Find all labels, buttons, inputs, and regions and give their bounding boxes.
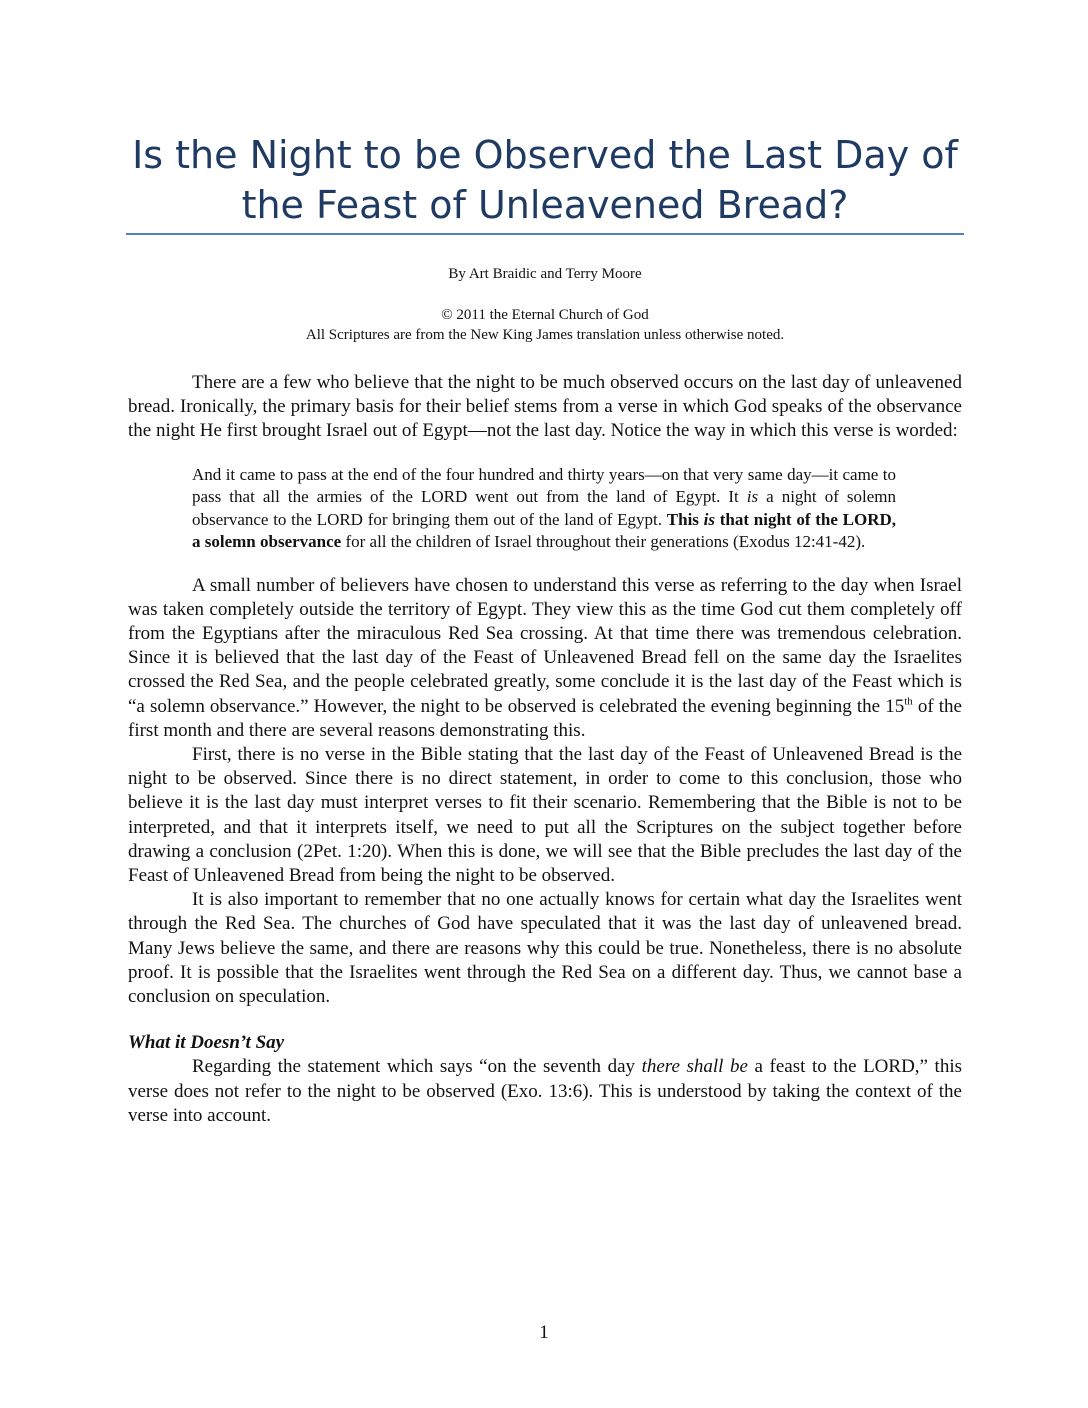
ordinal-superscript: th bbox=[904, 695, 913, 708]
paragraph-first-no-verse: First, there is no verse in the Bible stating that the last day of the Feast of Unleavened Bread is the night to be observed. Since there is no direct statement, in order to come to this conclusion, those who believe it is the last day must interpret verses to fit their scenario. Remembering that the Bible is not to be interpreted, and that it interprets itself, we need to put all the Scriptures on the subject together before drawing a conclusion (2Pet. 1:20). When this is done, we will see that the Bible precludes the last day of the Feast of Unleavened Bread from being the night to be observed. bbox=[128, 744, 962, 887]
paragraph-text: Regarding the statement which says “on the seventh day bbox=[192, 1056, 642, 1078]
copyright-block bbox=[128, 305, 962, 345]
body-text bbox=[128, 371, 962, 1128]
title-underline bbox=[126, 233, 964, 235]
paragraph-text: of the first month and there are several reasons demonstrating this. bbox=[128, 695, 962, 741]
copyright-line: © 2011 the Eternal Church of God bbox=[441, 307, 649, 323]
quote-italic: is bbox=[746, 487, 759, 507]
paragraph-seventh-day bbox=[128, 1055, 962, 1128]
section-heading: What it Doesn’t Say bbox=[128, 1032, 285, 1054]
paragraph-red-sea: It is also important to remember that no one actually knows for certain what day the Israelites went through the Red Sea. The churches of God have speculated that it was the last day of unleavened bread. Many Jews believe the same, and there are reasons why this could be true. Nonetheless, there is no absolute proof. It is possible that the Israelites went through the Red Sea on a different day. Thus, we cannot base a conclusion on speculation. bbox=[128, 889, 962, 1008]
quote-text: for all the children of Israel throughout their generations (Exodus 12:41-42). bbox=[341, 532, 866, 552]
page-number: 1 bbox=[539, 1322, 549, 1343]
paragraph-text: A small number of believers have chosen to understand this verse as referring to the day when Israel was taken completely outside the territory of Egypt. They view this as the time God cut them completely off from the Egyptians after the miraculous Red Sea crossing. At that time there was tremendous celebration. Since it is believed that the last day of the Feast of Unleavened Bread fell on the same day the Israelites crossed the Red Sea, and the people celebrated greatly, some conclude it is the last day of the Feast which is “a solemn observance.” However, the night to be observed is celebrated the evening beginning the 15 bbox=[128, 574, 962, 717]
quote-text: a night of solemn observance to the LORD for bringing them out of the land of Egypt. bbox=[192, 487, 896, 529]
quote-bold-italic: is bbox=[703, 509, 716, 529]
document-title: Is the Night to be Observed the Last Day of the Feast of Unleavened Bread? bbox=[132, 133, 958, 227]
quote-bold-text: that night of the LORD, a solemn observance bbox=[192, 509, 896, 552]
scripture-note: All Scriptures are from the New King James translation unless otherwise noted. bbox=[305, 327, 785, 343]
quote-bold-text: This bbox=[666, 509, 704, 529]
paragraph-small-number bbox=[128, 574, 962, 743]
quote-text: And it came to pass at the end of the four hundred and thirty years—on that very same day—it came to pass that all the armies of the LORD went out from the land of Egypt. It bbox=[192, 464, 896, 507]
paragraph-italic: there shall be bbox=[641, 1056, 748, 1078]
paragraph-text: a feast to the LORD,” this verse does not refer to the night to be observed (Exo. 13:6). This is understood by taking the context of the verse into account. bbox=[128, 1056, 963, 1126]
intro-paragraph: There are a few who believe that the night to be much observed occurs on the last day of unleavened bread. Ironically, the primary basis for their belief stems from a verse in which God speaks of the observance the night He first brought Israel out of Egypt—not the last day. Notice the way in which this verse is worded: bbox=[128, 372, 962, 442]
scripture-quote bbox=[192, 464, 896, 554]
byline: By Art Braidic and Terry Moore bbox=[448, 266, 642, 282]
